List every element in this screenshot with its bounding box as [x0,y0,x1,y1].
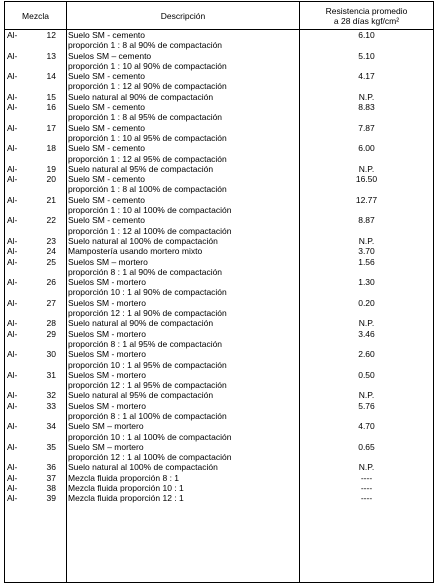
table-row [5,277,433,298]
resistencia-value: 4.17 [358,71,375,82]
mezcla-number: 24 [46,246,56,257]
table-row [5,483,433,493]
table-row [5,401,433,422]
descripcion-line-1: Suelos SM - mortero [68,277,146,288]
mezcla-number: 19 [46,163,56,174]
table-row [5,318,433,328]
descripcion-cell [68,462,298,472]
descripcion-cell [68,92,298,102]
descripcion-line-1: Suelos SM – mortero [68,256,148,267]
mezcla-prefix: Al- [7,483,18,494]
mezcla-prefix: Al- [7,71,18,82]
descripcion-line-1: Suelo natural al 95% de compactación [68,163,214,174]
descripcion-cell [68,71,298,92]
descripcion-line-1: Suelos SM - mortero [68,400,146,411]
descripcion-cell [68,442,298,463]
descripcion-cell [68,51,298,72]
resistencia-value: 0.20 [358,297,375,308]
mezcla-number: 35 [46,441,56,452]
descripcion-line-1: Suelos SM - mortero [68,369,146,380]
mezcla-number: 36 [46,462,56,473]
descripcion-line-2: proporción 1 : 10 al 95% de compactación [68,132,227,143]
table-row [5,329,433,350]
mezcla-prefix: Al- [7,215,18,226]
header-descripcion-label: Descripción [160,10,206,21]
mezcla-number: 22 [46,215,56,226]
mezcla-prefix: Al- [7,102,18,113]
header-resistencia-line1: Resistencia promedio [325,5,408,16]
table-row [5,462,433,472]
descripcion-line-1: Suelo SM - cemento [68,30,146,40]
mezcla-prefix: Al- [7,421,18,432]
descripcion-line-2: proporción 1 : 12 al 95% de compactación [68,153,227,164]
resistencia-value: N.P. [358,91,375,102]
descripcion-line-2: proporción 1 : 10 al 100% de compactación [68,205,232,216]
descripcion-line-1: Suelo SM - cemento [68,71,146,82]
table-row [5,195,433,216]
mezcla-number: 16 [46,102,56,113]
mezcla-number: 30 [46,349,56,360]
resistencia-value: N.P. [358,462,375,473]
descripcion-cell [68,30,298,51]
descripcion-line-1: Suelos SM - mortero [68,328,146,339]
resistencia-value: 12.77 [355,194,378,205]
mezcla-number: 34 [46,421,56,432]
table-row [5,102,433,123]
resistencia-value: 1.30 [358,277,375,288]
mezcla-prefix: Al- [7,390,18,401]
descripcion-cell [68,257,298,278]
results-table [4,1,434,583]
table-row [5,71,433,92]
table-row [5,246,433,256]
table-row [5,257,433,278]
mezcla-number: 29 [46,328,56,339]
mezcla-prefix: Al- [7,194,18,205]
descripcion-cell [68,236,298,246]
header-mezcla [5,2,67,29]
resistencia-value: 8.83 [358,102,375,113]
resistencia-value: N.P. [358,163,375,174]
mezcla-number: 23 [46,235,56,246]
descripcion-cell [68,143,298,164]
resistencia-value: ---- [360,493,373,504]
mezcla-number: 33 [46,400,56,411]
table-row [5,370,433,391]
mezcla-prefix: Al- [7,400,18,411]
descripcion-cell [68,329,298,350]
resistencia-value: 8.87 [358,215,375,226]
descripcion-line-1: Mezcla fluida proporción 8 : 1 [68,472,180,483]
table-row [5,164,433,174]
descripcion-line-2: proporción 1 : 8 al 100% de compactación [68,184,227,195]
table-header [5,2,433,30]
descripcion-line-2: proporción 1 : 8 al 90% de compactación [68,40,223,51]
table-row [5,51,433,72]
table-row [5,298,433,319]
resistencia-value: 5.10 [358,50,375,61]
table-row [5,493,433,503]
descripcion-line-2: proporción 12 : 1 al 100% de compactación [68,452,232,463]
mezcla-number: 20 [46,174,56,185]
mezcla-prefix: Al- [7,246,18,257]
resistencia-value: ---- [360,472,373,483]
descripcion-line-1: Suelo SM - cemento [68,102,146,113]
descripcion-line-1: Suelos SM - mortero [68,297,146,308]
resistencia-value: N.P. [358,390,375,401]
resistencia-value: 6.00 [358,143,375,154]
descripcion-cell [68,102,298,123]
table-body [5,30,433,504]
table-row [5,421,433,442]
resistencia-value: 4.70 [358,421,375,432]
descripcion-line-2: proporción 1 : 8 al 95% de compactación [68,112,223,123]
descripcion-line-2: proporción 1 : 10 al 90% de compactación [68,60,227,71]
descripcion-line-1: Suelo SM - cemento [68,194,146,205]
descripcion-line-2: proporción 8 : 1 al 95% de compactación [68,338,223,349]
descripcion-line-2: proporción 8 : 1 al 90% de compactación [68,266,223,277]
resistencia-value: N.P. [358,235,375,246]
table-row [5,442,433,463]
mezcla-number: 27 [46,297,56,308]
mezcla-prefix: Al- [7,349,18,360]
mezcla-number: 31 [46,369,56,380]
resistencia-value: 0.65 [358,441,375,452]
mezcla-number: 37 [46,472,56,483]
resistencia-value: ---- [360,483,373,494]
mezcla-prefix: Al- [7,163,18,174]
table-row [5,92,433,102]
descripcion-cell [68,298,298,319]
descripcion-cell [68,195,298,216]
descripcion-line-1: Suelo SM – mortero [68,421,144,432]
mezcla-prefix: Al- [7,235,18,246]
resistencia-value: 7.87 [358,122,375,133]
descripcion-cell [68,174,298,195]
descripcion-line-1: Suelos SM – cemento [68,50,152,61]
mezcla-number: 12 [46,30,56,40]
descripcion-line-1: Mezcla fluida proporción 12 : 1 [68,493,184,504]
mezcla-prefix: Al- [7,122,18,133]
mezcla-prefix: Al- [7,91,18,102]
descripcion-line-1: Suelo natural al 100% de compactación [68,462,218,473]
resistencia-value: 0.50 [358,369,375,380]
mezcla-prefix: Al- [7,441,18,452]
resistencia-value: N.P. [358,318,375,329]
descripcion-line-2: proporción 10 : 1 al 90% de compactación [68,287,227,298]
descripcion-line-2: proporción 8 : 1 al 100% de compactación [68,410,227,421]
descripcion-line-1: Suelo SM - cemento [68,215,146,226]
mezcla-prefix: Al- [7,277,18,288]
header-mezcla-label: Mezcla [22,10,49,21]
mezcla-prefix: Al- [7,328,18,339]
resistencia-value: 6.10 [358,30,375,40]
mezcla-number: 21 [46,194,56,205]
mezcla-prefix: Al- [7,174,18,185]
table-row [5,473,433,483]
mezcla-number: 18 [46,143,56,154]
table-row [5,143,433,164]
mezcla-number: 14 [46,71,56,82]
descripcion-line-1: Suelo SM - cemento [68,143,146,154]
mezcla-number: 13 [46,50,56,61]
resistencia-value: 16.50 [355,174,378,185]
descripcion-cell [68,401,298,422]
resistencia-value: 3.46 [358,328,375,339]
table-row [5,123,433,144]
descripcion-line-1: Suelo natural al 90% de compactación [68,91,214,102]
table-row [5,215,433,236]
descripcion-cell [68,215,298,236]
descripcion-cell [68,421,298,442]
mezcla-prefix: Al- [7,143,18,154]
descripcion-line-2: proporción 10 : 1 al 95% de compactación [68,359,227,370]
mezcla-number: 25 [46,256,56,267]
header-resistencia-line2: a 28 días kgf/cm² [333,15,400,26]
descripcion-cell [68,246,298,256]
descripcion-line-2: proporción 12 : 1 al 95% de compactación [68,380,227,391]
descripcion-line-1: Suelo natural al 90% de compactación [68,318,214,329]
mezcla-prefix: Al- [7,256,18,267]
descripcion-cell [68,370,298,391]
mezcla-prefix: Al- [7,50,18,61]
descripcion-cell [68,349,298,370]
descripcion-cell [68,390,298,400]
resistencia-value: 3.70 [358,246,375,257]
table-row [5,349,433,370]
mezcla-number: 28 [46,318,56,329]
mezcla-number: 17 [46,122,56,133]
mezcla-number: 38 [46,483,56,494]
mezcla-number: 26 [46,277,56,288]
mezcla-prefix: Al- [7,30,18,40]
descripcion-line-1: Mezcla fluida proporción 10 : 1 [68,483,184,494]
descripcion-line-1: Suelo natural al 100% de compactación [68,235,218,246]
descripcion-line-1: Suelo SM - cemento [68,174,146,185]
descripcion-line-2: proporción 1 : 12 al 100% de compactación [68,225,232,236]
mezcla-prefix: Al- [7,493,18,504]
descripcion-cell [68,123,298,144]
descripcion-cell [68,318,298,328]
resistencia-value: 1.56 [358,256,375,267]
descripcion-line-1: Suelo SM – mortero [68,441,144,452]
descripcion-line-1: Suelos SM - mortero [68,349,146,360]
mezcla-number: 32 [46,390,56,401]
header-descripcion [67,2,300,29]
mezcla-prefix: Al- [7,297,18,308]
mezcla-prefix: Al- [7,472,18,483]
mezcla-prefix: Al- [7,369,18,380]
descripcion-line-2: proporción 10 : 1 al 100% de compactación [68,431,232,442]
table-row [5,30,433,51]
descripcion-cell [68,493,298,503]
descripcion-line-1: Mampostería usando mortero mixto [68,246,203,257]
descripcion-line-1: Suelo SM - cemento [68,122,146,133]
descripcion-line-2: proporción 12 : 1 al 90% de compactación [68,308,227,319]
mezcla-prefix: Al- [7,318,18,329]
descripcion-line-2: proporción 1 : 12 al 90% de compactación [68,81,227,92]
mezcla-number: 39 [46,493,56,504]
resistencia-value: 2.60 [358,349,375,360]
resistencia-value: 5.76 [358,400,375,411]
descripcion-cell [68,277,298,298]
descripcion-line-1: Suelo natural al 95% de compactación [68,390,214,401]
header-resistencia [300,2,433,29]
descripcion-cell [68,164,298,174]
table-row [5,390,433,400]
descripcion-cell [68,473,298,483]
table-row [5,236,433,246]
table-row [5,174,433,195]
mezcla-number: 15 [46,91,56,102]
mezcla-prefix: Al- [7,462,18,473]
descripcion-cell [68,483,298,493]
